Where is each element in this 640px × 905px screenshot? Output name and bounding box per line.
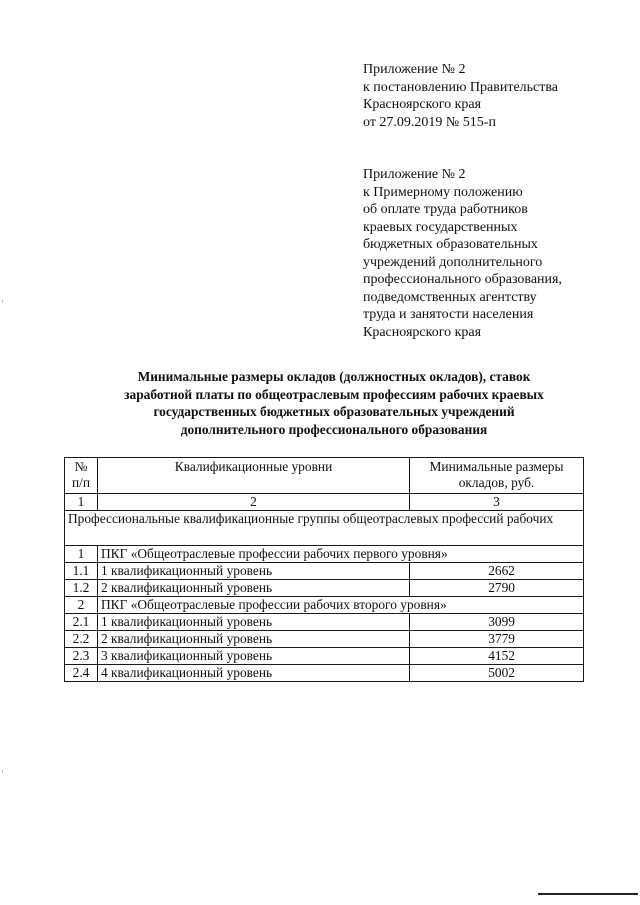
- row-level: 2 квалификационный уровень: [98, 631, 410, 648]
- row-num: 2.3: [65, 648, 98, 665]
- appendix-sub-line: об оплате труда работников: [363, 202, 528, 217]
- appendix-sub-block: [363, 166, 562, 341]
- document-title: [64, 368, 604, 438]
- row-num: 2.4: [65, 665, 98, 682]
- column-index: 2: [98, 494, 410, 511]
- section-row: [65, 597, 584, 614]
- salary-rates-table: [64, 457, 584, 682]
- table-row: [65, 614, 584, 631]
- row-rate: 2790: [410, 580, 584, 597]
- header-rate: Минимальные размеры окладов, руб.: [410, 458, 584, 494]
- row-rate: 3099: [410, 614, 584, 631]
- group-title-row: [65, 511, 584, 546]
- scan-artifact: [2, 770, 3, 773]
- table-row: [65, 665, 584, 682]
- appendix-sub-line: труда и занятости населения: [363, 307, 534, 322]
- appendix-sub-line: профессионального образования,: [363, 272, 562, 287]
- row-num: 2.1: [65, 614, 98, 631]
- row-level: 4 квалификационный уровень: [98, 665, 410, 682]
- table-row: [65, 648, 584, 665]
- appendix-sub-line: краевых государственных: [363, 219, 518, 235]
- appendix-main-block: [363, 61, 558, 131]
- row-level: 3 квалификационный уровень: [98, 648, 410, 665]
- appendix-sub-line: подведомственных агентству: [363, 289, 537, 305]
- appendix-sub-line: учреждений дополнительного: [363, 254, 543, 270]
- appendix-sub-line: к Примерному положению: [363, 184, 523, 200]
- table-row: [65, 563, 584, 580]
- appendix-sub-line: Приложение № 2: [363, 167, 466, 182]
- section-name: ПКГ «Общеотраслевые профессии рабочих второго уровня»: [98, 597, 584, 614]
- row-rate: 3779: [410, 631, 584, 648]
- scan-artifact: [2, 300, 3, 303]
- appendix-sub-line: бюджетных образовательных: [363, 237, 538, 252]
- title-line: государственных бюджетных образовательных учреждений: [153, 404, 515, 420]
- appendix-sub-line: Красноярского края: [363, 324, 482, 340]
- row-num: 1.2: [65, 580, 98, 597]
- appendix-main-line: от 27.09.2019 № 515-п: [363, 114, 496, 130]
- column-index-row: [65, 494, 584, 511]
- section-num: 1: [65, 546, 98, 563]
- row-num: 2.2: [65, 631, 98, 648]
- table-row: [65, 631, 584, 648]
- table-row: [65, 580, 584, 597]
- appendix-main-line: Приложение № 2: [363, 62, 466, 77]
- row-rate: 4152: [410, 648, 584, 665]
- row-level: 2 квалификационный уровень: [98, 580, 410, 597]
- section-row: [65, 546, 584, 563]
- scan-edge-line: [538, 893, 638, 895]
- header-num: № п/п: [65, 458, 98, 494]
- table-header-row: [65, 458, 584, 494]
- title-line: заработной платы по общеотраслевым профессиям рабочих краевых: [124, 386, 544, 402]
- column-index: 1: [65, 494, 98, 511]
- row-num: 1.1: [65, 563, 98, 580]
- title-line: дополнительного профессионального образования: [180, 421, 488, 437]
- group-title: Профессиональные квалификационные группы общеотраслевых профессий рабочих: [65, 511, 584, 546]
- row-level: 1 квалификационный уровень: [98, 614, 410, 631]
- title-line: Минимальные размеры окладов (должностных окладов), ставок: [137, 369, 531, 384]
- appendix-main-line: Красноярского края: [363, 97, 482, 112]
- row-level: 1 квалификационный уровень: [98, 563, 410, 580]
- header-level: Квалификационные уровни: [98, 458, 410, 494]
- column-index: 3: [410, 494, 584, 511]
- row-rate: 2662: [410, 563, 584, 580]
- section-num: 2: [65, 597, 98, 614]
- row-rate: 5002: [410, 665, 584, 682]
- appendix-main-line: к постановлению Правительства: [363, 79, 559, 95]
- section-name: ПКГ «Общеотраслевые профессии рабочих первого уровня»: [98, 546, 584, 563]
